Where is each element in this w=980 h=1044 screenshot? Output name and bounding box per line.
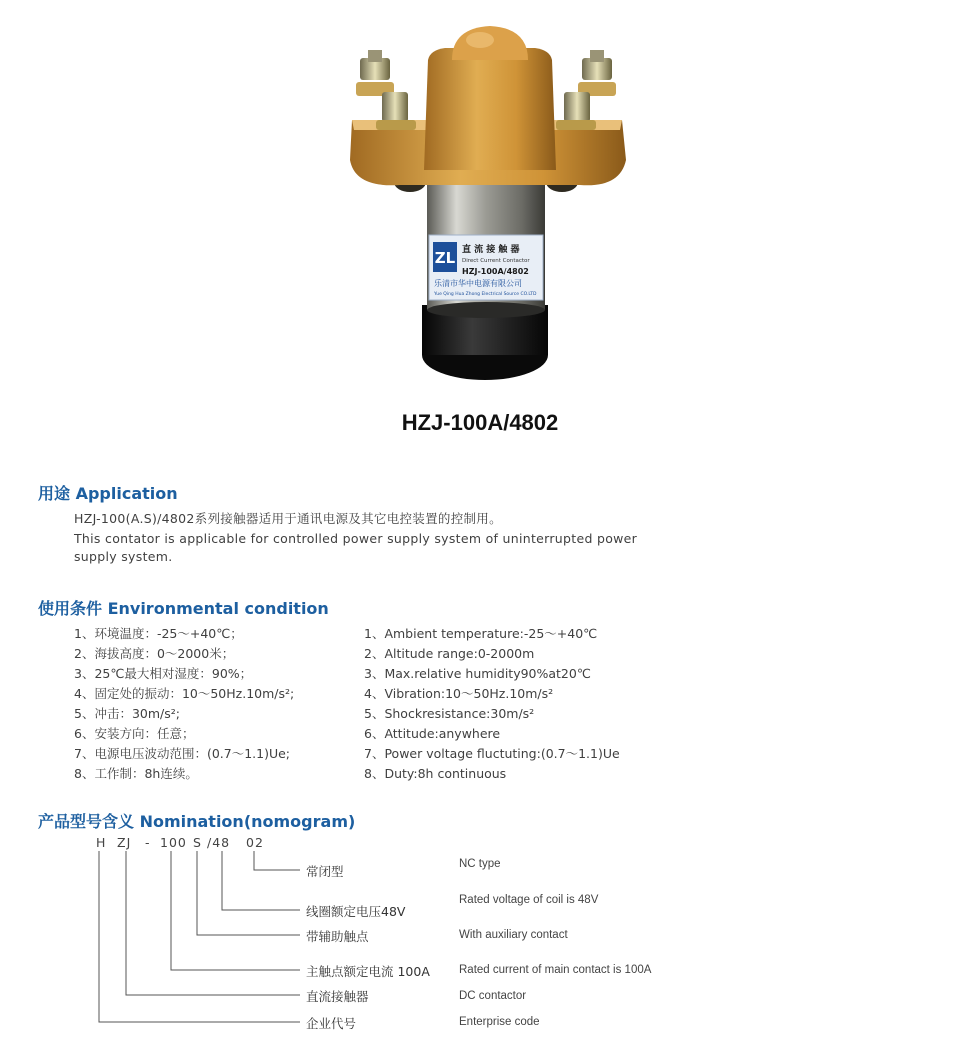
application-heading: 用途 Application	[38, 484, 178, 503]
condition-en-item: 1、Ambient temperature:-25～+40℃	[364, 626, 598, 641]
environment-heading: 使用条件 Environmental condition	[38, 599, 329, 618]
application-text-en-1: This contator is applicable for controlled power supply system of uninterrupted power	[74, 531, 638, 546]
label-company-en: Yue Qing Hua Zhong Electrical Source CO.LTD	[434, 292, 537, 297]
condition-en-item: 7、Power voltage fluctuting:(0.7～1.1)Ue	[364, 746, 620, 761]
condition-cn-item: 5、冲击：30m/s²;	[74, 706, 180, 721]
nom-en-enterprise-code: Enterprise code	[459, 1016, 540, 1028]
nom-cn-coil-voltage: 线圈额定电压48V	[306, 904, 406, 919]
code-part-dash: -	[145, 835, 151, 850]
nomination-heading: 产品型号含义 Nomination(nomogram)	[38, 812, 356, 831]
condition-en-item: 6、Attitude:anywhere	[364, 726, 501, 741]
condition-en-item: 8、Duty:8h continuous	[364, 766, 507, 781]
code-part-s: S	[193, 835, 202, 850]
nom-en-auxiliary: With auxiliary contact	[459, 929, 568, 941]
nom-cn-dc-contactor: 直流接触器	[306, 989, 369, 1004]
nom-en-dc-contactor: DC contactor	[459, 990, 527, 1002]
condition-en-item: 5、Shockresistance:30m/s²	[364, 706, 535, 721]
condition-cn-item: 4、固定处的振动：10～50Hz.10m/s²;	[74, 686, 295, 701]
code-part-100: 100	[160, 835, 187, 850]
nom-en-coil-voltage: Rated voltage of coil is 48V	[459, 894, 599, 906]
condition-cn-item: 7、电源电压波动范围：(0.7～1.1)Ue;	[74, 746, 291, 761]
label-logo: ZL	[434, 249, 456, 267]
code-part-02: 02	[246, 835, 264, 850]
condition-cn-item: 2、海拔高度：0～2000米；	[74, 646, 235, 661]
code-part-h: H	[96, 835, 107, 850]
condition-en-item: 2、Altitude range:0-2000m	[364, 646, 535, 661]
label-company-cn: 乐清市华中电源有限公司	[434, 279, 522, 288]
condition-cn-item: 1、环境温度：-25～+40℃；	[74, 626, 243, 641]
nom-en-nc-type: NC type	[459, 858, 501, 870]
product-title: HZJ-100A/4802	[401, 410, 559, 435]
code-part-48: /48	[207, 835, 231, 850]
nom-cn-auxiliary: 带辅助触点	[306, 929, 369, 944]
label-title-cn: 直 流 接 触 器	[462, 245, 520, 255]
condition-cn-item: 3、25℃最大相对湿度：90%；	[74, 666, 253, 681]
nom-cn-nc-type: 常闭型	[306, 864, 344, 879]
condition-cn-item: 8、工作制：8h连续。	[74, 766, 198, 781]
nom-cn-main-current: 主触点额定电流 100A	[306, 964, 430, 979]
application-text-cn: HZJ-100(A.S)/4802系列接触器适用于通讯电源及其它电控装置的控制用。	[74, 511, 502, 526]
application-text-en-2: supply system.	[74, 549, 173, 564]
label-title-en: Direct Current Contactor	[462, 258, 530, 264]
condition-cn-item: 6、安装方向：任意；	[74, 726, 195, 741]
nom-cn-enterprise-code: 企业代号	[306, 1016, 357, 1031]
code-part-zj: ZJ	[117, 835, 132, 850]
condition-en-item: 3、Max.relative humidity90%at20℃	[364, 666, 591, 681]
condition-en-item: 4、Vibration:10～50Hz.10m/s²	[364, 686, 554, 701]
label-model: HZJ-100A/4802	[462, 267, 529, 276]
nom-en-main-current: Rated current of main contact is 100A	[459, 964, 652, 976]
